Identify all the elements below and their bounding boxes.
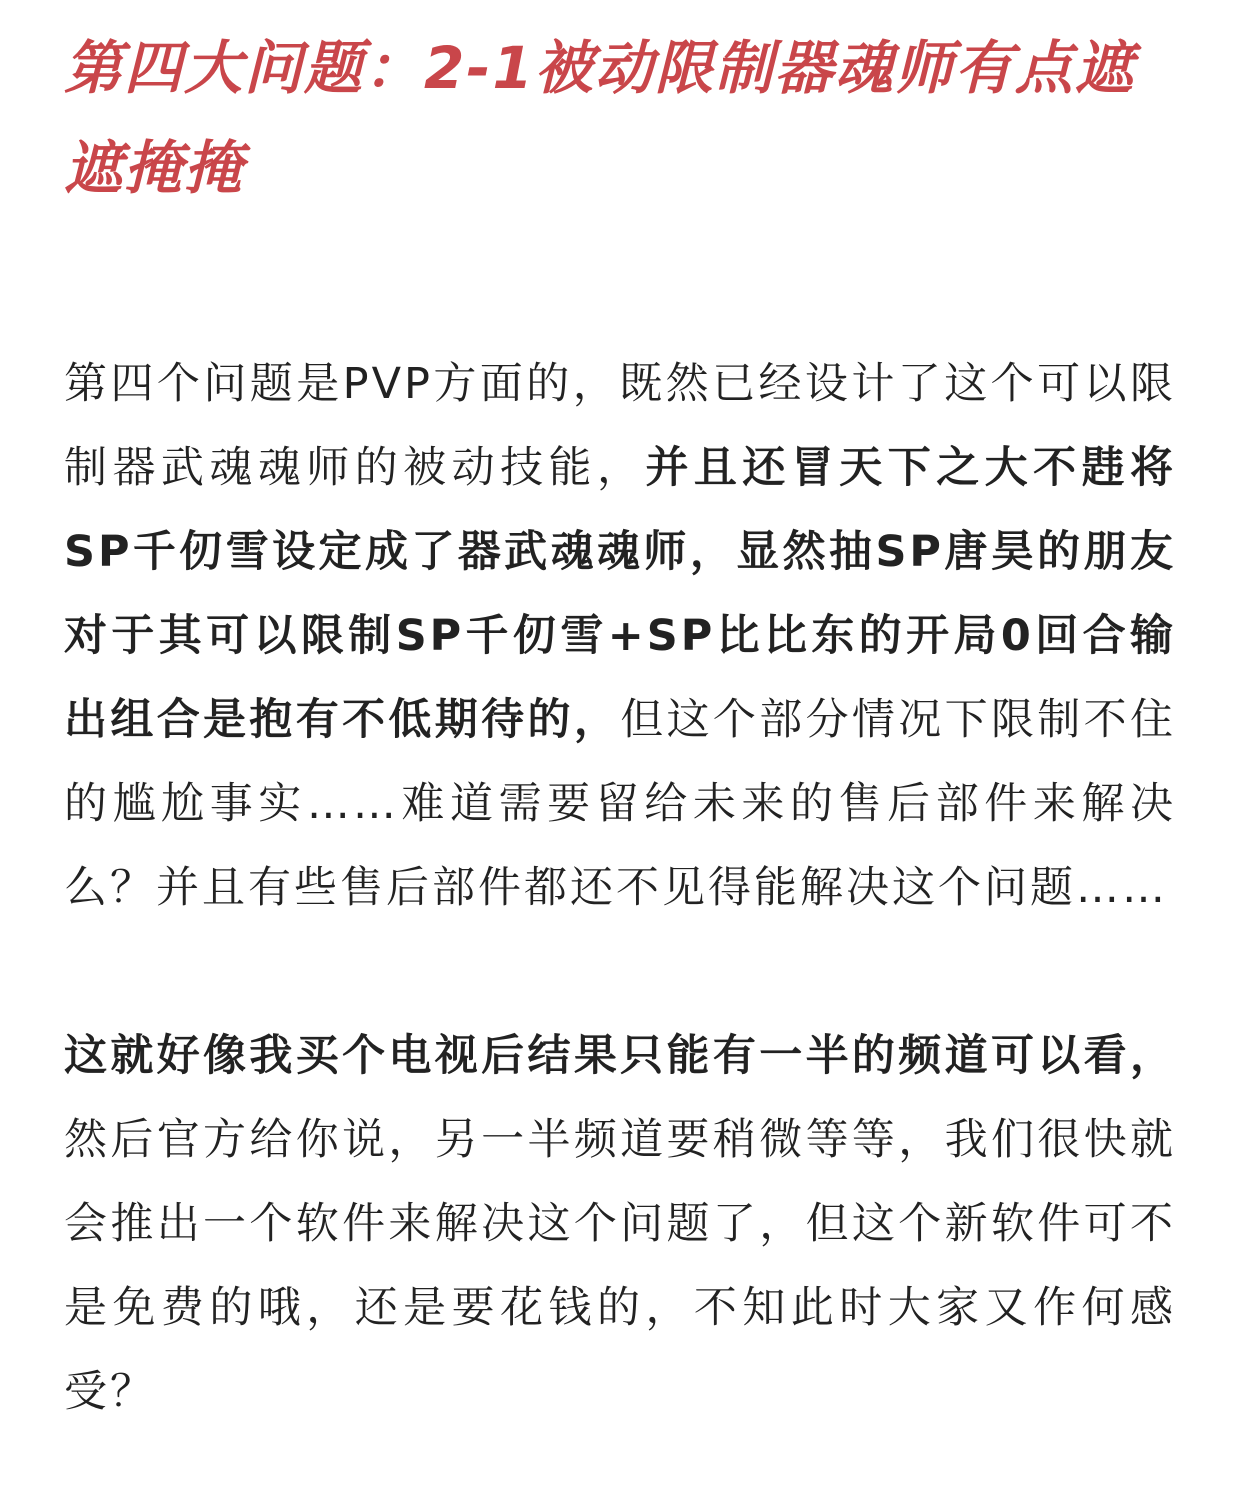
paragraph-pvp-issue bbox=[64, 342, 1176, 930]
paragraph2-sentence1-bold: 这就好像我买个电视后结果只能有一半的频道可以看， bbox=[64, 1031, 1176, 1081]
paragraph1-sentence2-bold: 并且还冒天下之大不韪将SP千仞雪设定成了器武魂魂师，显然抽SP唐昊的朋友对于其可以限制SP千仞雪+SP比比东的开局0回合输出组合是抱有不低期待的， bbox=[64, 443, 1177, 745]
paragraph1-sentence1: 第四个问题是PVP方面的，既然已经设计了这个可以限制器武魂魂师的被动技能， bbox=[64, 359, 1176, 493]
section-heading: 第四大问题：2-1被动限制器魂师有点遮遮掩掩 bbox=[64, 34, 1135, 202]
paragraph1-sentence3: 但这个部分情况下限制不住的尴尬事实……难道需要留给未来的售后部件来解决么？并且有些售后部件都还不见得能解决这个问题…… bbox=[64, 695, 1177, 913]
paragraph-tv-analogy bbox=[64, 1014, 1176, 1434]
paragraph2-sentence2: 然后官方给你说，另一半频道要稍微等等，我们很快就会推出一个软件来解决这个问题了，但这个新软件可不是免费的哦，还是要花钱的，不知此时大家又作何感受？ bbox=[64, 1115, 1176, 1417]
article bbox=[64, 0, 1176, 1434]
